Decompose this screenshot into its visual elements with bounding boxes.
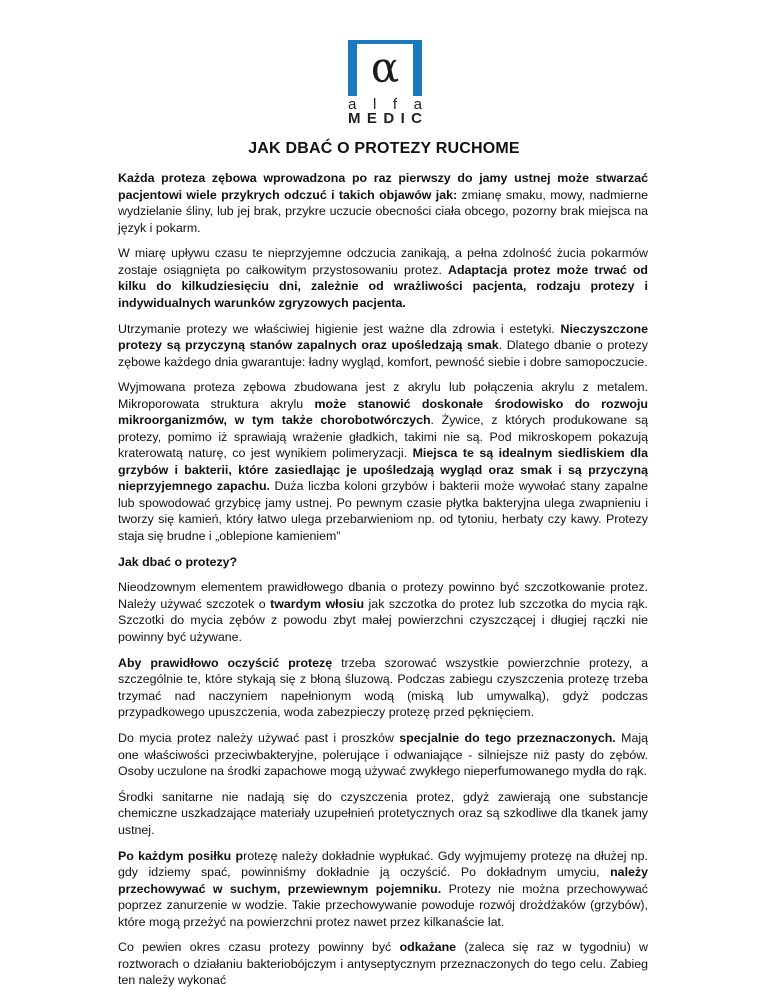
document-body xyxy=(118,170,648,998)
bold-text-run: Jak dbać o protezy? xyxy=(118,554,238,569)
section-heading xyxy=(118,554,648,571)
logo-medic-letters xyxy=(348,111,422,126)
text-run: W miarę upływu czasu te nieprzyjemne odczucia zanikają, a pełna zdolność żucia pokarmów zostaje osiągnięta po całkowitym przystosowaniu protez. xyxy=(118,246,648,277)
text-run: Do mycia protez należy używać past i proszków xyxy=(118,731,400,746)
paragraph-10 xyxy=(118,939,648,989)
text-run: Mają one właściwości przeciwbakteryjne, polerujące i odwaniające - silniejsze niż pasty do zębów. Osoby uczulone na środki zapachowe mogą używać zwykłego nieperfumowanego mydła do rąk. xyxy=(118,731,648,779)
logo-inner-panel xyxy=(357,44,413,96)
bold-text-run: może stanowić doskonałe środowisko do rozwoju mikroorganizmów, w tym także chorobotwórczych xyxy=(118,396,648,428)
alfa-medic-logo xyxy=(348,40,422,127)
logo-letter: a xyxy=(413,96,422,113)
logo-frame xyxy=(348,40,422,96)
paragraph-1 xyxy=(118,170,648,236)
bold-text-run: Po każdym posiłku p xyxy=(118,848,244,863)
text-run: Wyjmowana proteza zębowa zbudowana jest z akrylu lub połączenia akrylu z metalem. Mikroporowata struktura akrylu xyxy=(118,380,648,411)
text-run: . Żywice, z których produkowane są protezy, pomimo iż sprawiają wrażenie gładkich, takimi nie są. Pod mikroskopem pokazują kraterowatą naturę, co jest wynikiem polimeryzacji. xyxy=(118,413,648,461)
bold-text-run: Miejsca te są idealnym siedliskiem dla grzybów i bakterii, które zasiedlając je upośledzają wygląd oraz smak i są przyczyną nieprzyjemnego zapachu. xyxy=(118,446,648,494)
text-run: Co pewien okres czasu protezy powinny być xyxy=(118,940,400,955)
bold-text-run: Każda proteza zębowa wprowadzona po raz pierwszy do jamy ustnej może stwarzać pacjentowi wiele przykrych odczuć i takich objawów jak: xyxy=(118,171,648,202)
text-run: (zaleca się raz w tygodniu) w roztworach o działaniu bakteriobójczym i antyseptycznym przeznaczonych do tego celu. Zabieg ten należy wykonać xyxy=(118,940,648,988)
paragraph-9 xyxy=(118,848,648,931)
text-run: Środki sanitarne nie nadają się do czyszczenia protez, gdyż zawierają one substancje chemiczne uszkadzające materiały uzupełnień protetycznych oraz są szkodliwe dla tkanek jamy ustnej. xyxy=(118,789,648,837)
paragraph-2 xyxy=(118,245,648,311)
paragraph-4 xyxy=(118,379,648,544)
text-run: Protezy nie można przechowywać poprzez zanurzenie w wodzie. Takie przechowywanie powoduje rozwój drożdżaków (grzybów), które mogą przeżyć na powierzchni protez nawet przez kilkanaście lat. xyxy=(118,881,648,929)
logo-letter: f xyxy=(392,96,398,113)
text-run: trzeba szorować wszystkie powierzchnie protezy, a szczególnie te, które stykają się z błoną śluzową. Podczas zabiegu czyszczenia protezę trzeba trzymać nad naczyniem napełnionym wodą (miską lub umywalką), gdyż podczas przypadkowego upuszczenia, woda zabezpieczy protezę przed pęknięciem. xyxy=(118,655,648,720)
paragraph-5 xyxy=(118,579,648,645)
bold-text-run: Nieczyszczone protezy są przyczyną stanów zapalnych oraz upośledzają smak xyxy=(118,321,648,353)
bold-text-run: specjalnie do tego przeznaczonych. xyxy=(399,731,616,746)
paragraph-6 xyxy=(118,655,648,721)
paragraph-3 xyxy=(118,321,648,371)
bold-text-run: Adaptacja protez może trwać od kilku do kilkudziesięciu dni, zależnie od wrażliwości pacjenta, rodzaju protezy i indywidualnych warunków zgryzowych pacjenta. xyxy=(118,262,648,310)
text-run: Duża liczba koloni grzybów i bakterii może wywołać stany zapalne lub spowodować grzybicę jamy ustnej. Po pewnym czasie płytka bakteryjna ulega zwapnieniu i tworzy się kamień, który łatwo ulega przebarwieniom np. od tytoniu, herbaty czy kawy. Protezy staja się brudne i „oblepione kamieniem” xyxy=(118,479,648,543)
logo-letter: a xyxy=(348,96,357,113)
logo-letter: C xyxy=(411,110,422,127)
paragraph-8 xyxy=(118,789,648,839)
logo-letter: D xyxy=(383,110,395,127)
bold-text-run: Aby prawidłowo oczyścić protezę xyxy=(118,655,333,670)
page-title: JAK DBAĆ O PROTEZY RUCHOME xyxy=(248,140,520,157)
text-run: rotezę należy dokładnie wypłukać. Gdy wyjmujemy protezę na dłużej np. gdy idziemy spać, powinniśmy dokładnie ją oczyścić. Po dokładnym umyciu, xyxy=(118,848,649,880)
text-run: zmianę smaku, mowy, nadmierne wydzielanie śliny, lub jej brak, przykre uczucie obecności ciała obcego, pozorny brak miejsca na język i pokarm. xyxy=(118,187,649,235)
bold-text-run: należy przechowywać w suchym, przewiewnym pojemniku. xyxy=(118,865,648,896)
logo-letter: E xyxy=(366,110,377,127)
bold-text-run: odkażane xyxy=(399,940,457,955)
bold-text-run: twardym włosiu xyxy=(270,596,365,611)
text-run: Nieodzownym elementem prawidłowego dbania o protezy powinno być szczotkowanie protez. Należy używać szczotek o xyxy=(118,580,648,611)
text-run: . Dlatego dbanie o protezy zębowe każdego dnia gwarantuje: ładny wygląd, komfort, pewność siebie i dobre samopoczucie. xyxy=(118,338,648,369)
logo-letter: I xyxy=(400,110,405,127)
logo-letter: l xyxy=(372,96,377,113)
paragraph-7 xyxy=(118,730,648,780)
alpha-symbol: α xyxy=(370,43,400,92)
text-run: jak szczotka do protez lub szczotka do mycia rąk. Szczotki do mycia zębów z powodu zbyt małej powierzchni czyszczącej i długiej rączki nie powinny być używane. xyxy=(118,596,648,644)
logo-letter: M xyxy=(348,110,361,127)
text-run: Utrzymanie protezy we właściwiej higienie jest ważne dla zdrowia i estetyki. xyxy=(118,321,561,336)
